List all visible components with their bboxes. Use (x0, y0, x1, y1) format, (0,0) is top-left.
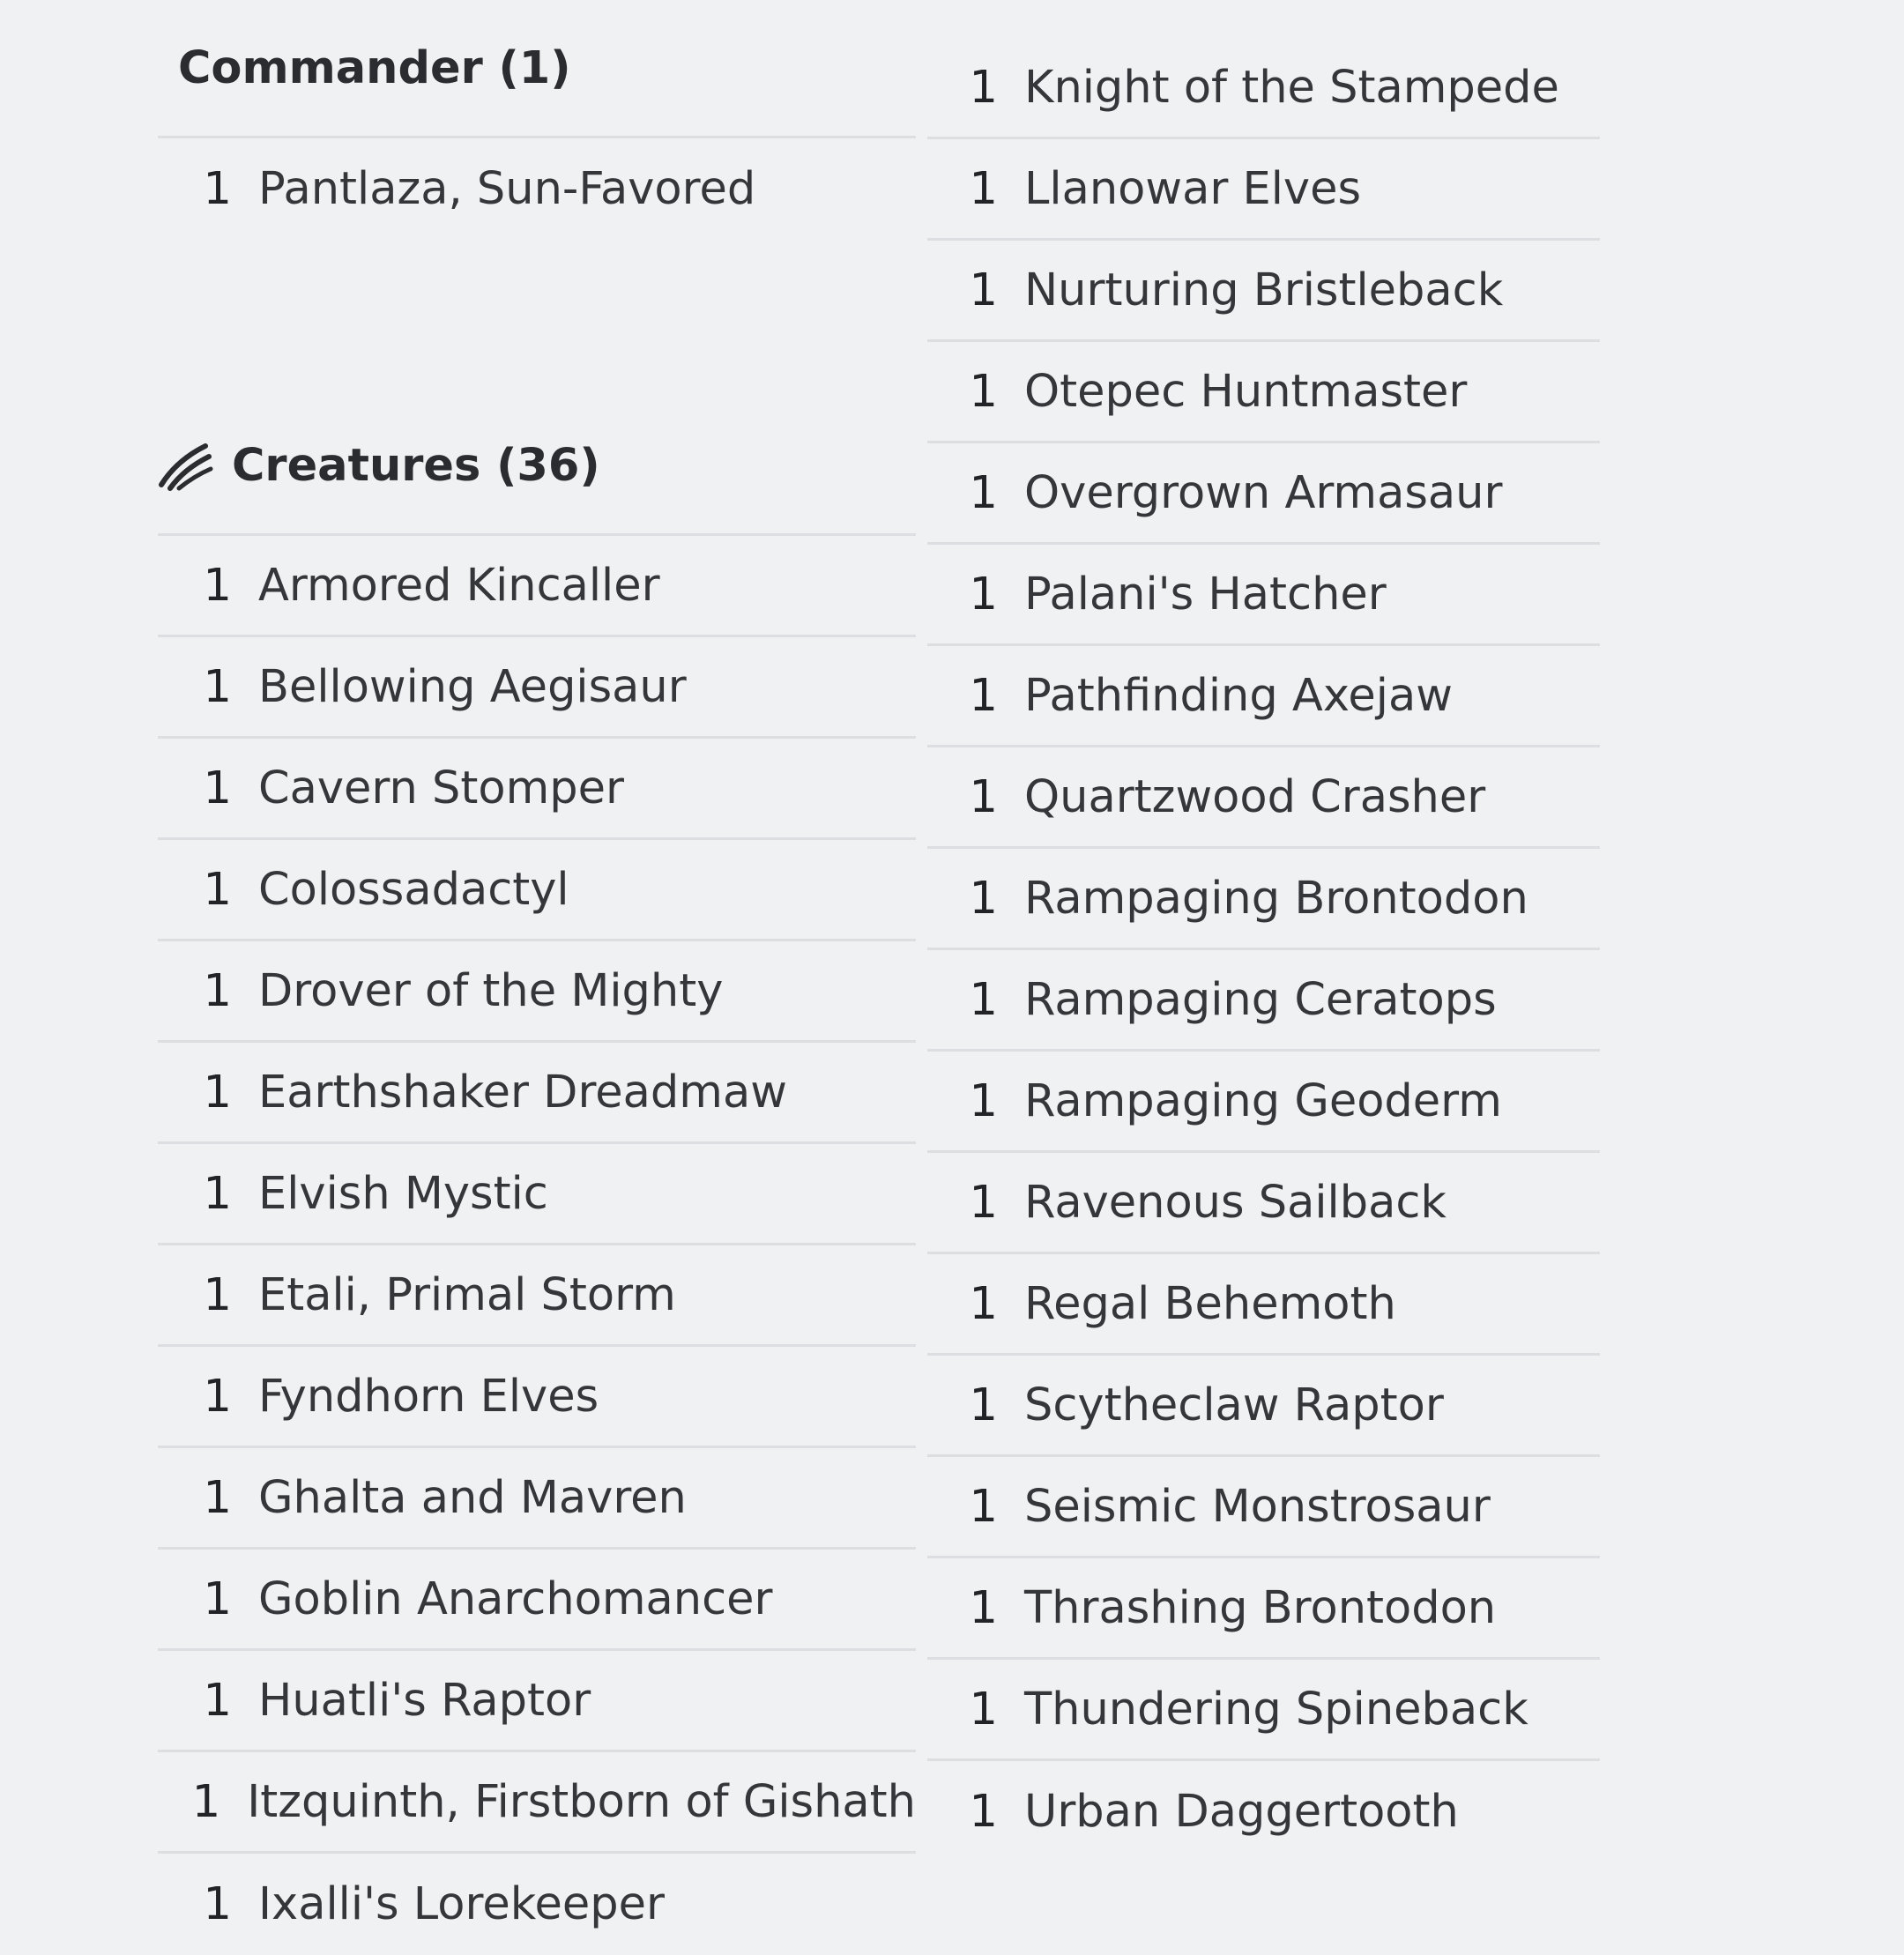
card-name[interactable]: Armored Kincaller (258, 559, 660, 612)
card-quantity: 1 (203, 964, 232, 1017)
card-row[interactable] (158, 1245, 916, 1347)
card-name[interactable]: Earthshaker Dreadmaw (258, 1066, 787, 1119)
card-name[interactable]: Ixalli's Lorekeeper (258, 1878, 665, 1930)
card-row[interactable] (927, 139, 1600, 241)
creatures-section-title: Creatures (36) (232, 439, 600, 492)
card-quantity: 1 (969, 1176, 998, 1229)
card-row[interactable] (927, 443, 1600, 545)
card-row[interactable] (927, 1457, 1600, 1558)
card-quantity: 1 (969, 1683, 998, 1736)
card-quantity: 1 (969, 1581, 998, 1634)
column-top-offset (927, 0, 1600, 38)
card-row[interactable] (158, 739, 916, 840)
card-name[interactable]: Regal Behemoth (1024, 1277, 1396, 1330)
card-name[interactable]: Ravenous Sailback (1024, 1176, 1447, 1229)
card-quantity: 1 (203, 1572, 232, 1625)
card-row[interactable] (158, 1448, 916, 1550)
card-quantity: 1 (969, 264, 998, 316)
card-row[interactable] (158, 840, 916, 941)
card-quantity: 1 (969, 872, 998, 925)
card-quantity: 1 (969, 162, 998, 215)
card-row[interactable] (158, 1550, 916, 1651)
card-row[interactable] (927, 646, 1600, 747)
card-quantity: 1 (203, 1471, 232, 1524)
card-name[interactable]: Cavern Stomper (258, 762, 624, 814)
card-row[interactable] (158, 1854, 916, 1955)
card-name[interactable]: Llanowar Elves (1024, 162, 1362, 215)
card-quantity: 1 (203, 1878, 232, 1930)
card-quantity: 1 (203, 1066, 232, 1119)
card-name[interactable]: Etali, Primal Storm (258, 1268, 676, 1321)
card-row[interactable] (927, 241, 1600, 342)
claw-marks-icon (158, 441, 212, 490)
card-row[interactable] (927, 1761, 1600, 1862)
card-quantity: 1 (203, 1674, 232, 1727)
card-name[interactable]: Urban Daggertooth (1024, 1786, 1459, 1838)
card-name[interactable]: Quartzwood Crasher (1024, 770, 1486, 823)
card-name[interactable]: Thundering Spineback (1024, 1683, 1528, 1736)
card-quantity: 1 (969, 1379, 998, 1431)
card-name[interactable]: Huatli's Raptor (258, 1674, 591, 1727)
card-quantity: 1 (969, 1786, 998, 1838)
card-row[interactable] (927, 950, 1600, 1052)
card-name[interactable]: Rampaging Geoderm (1024, 1074, 1502, 1127)
card-quantity: 1 (203, 1167, 232, 1220)
card-quantity: 1 (969, 1074, 998, 1127)
card-name[interactable]: Otepec Huntmaster (1024, 365, 1468, 418)
decklist-column-left (158, 0, 916, 1955)
card-name[interactable]: Thrashing Brontodon (1024, 1581, 1497, 1634)
card-name[interactable]: Ghalta and Mavren (258, 1471, 687, 1524)
card-name[interactable]: Elvish Mystic (258, 1167, 548, 1220)
card-name[interactable]: Rampaging Ceratops (1024, 973, 1497, 1026)
creatures-section-header (158, 398, 916, 536)
card-quantity: 1 (969, 770, 998, 823)
card-row[interactable] (927, 1356, 1600, 1457)
card-name[interactable]: Scytheclaw Raptor (1024, 1379, 1444, 1431)
card-row[interactable] (158, 1347, 916, 1448)
card-quantity: 1 (203, 660, 232, 713)
decklist-column-right (927, 0, 1600, 1862)
card-quantity: 1 (969, 568, 998, 621)
card-name[interactable]: Bellowing Aegisaur (258, 660, 687, 713)
card-row[interactable] (927, 342, 1600, 443)
card-row[interactable] (158, 1043, 916, 1144)
card-quantity: 1 (191, 1775, 221, 1828)
section-spacer (158, 240, 916, 398)
card-name[interactable]: Itzquinth, Firstborn of Gishath (247, 1775, 916, 1828)
card-name[interactable]: Pathfinding Axejaw (1024, 669, 1453, 722)
card-name[interactable]: Fyndhorn Elves (258, 1370, 599, 1423)
card-quantity: 1 (969, 669, 998, 722)
card-quantity: 1 (969, 973, 998, 1026)
card-name[interactable]: Goblin Anarchomancer (258, 1572, 773, 1625)
card-quantity: 1 (203, 762, 232, 814)
card-row[interactable] (158, 1651, 916, 1752)
card-quantity: 1 (203, 163, 232, 215)
card-name[interactable]: Palani's Hatcher (1024, 568, 1387, 621)
card-quantity: 1 (203, 559, 232, 612)
card-name[interactable]: Seismic Monstrosaur (1024, 1480, 1491, 1533)
card-name[interactable]: Rampaging Brontodon (1024, 872, 1528, 925)
card-row[interactable] (927, 849, 1600, 950)
commander-list (158, 138, 916, 240)
card-quantity: 1 (969, 365, 998, 418)
card-row[interactable] (158, 1144, 916, 1245)
creatures-list-right (927, 38, 1600, 1862)
commander-section-title: Commander (1) (178, 41, 571, 94)
card-quantity: 1 (203, 863, 232, 916)
card-row[interactable] (927, 1052, 1600, 1153)
creatures-list-left (158, 536, 916, 1955)
card-row[interactable] (927, 38, 1600, 139)
card-name[interactable]: Nurturing Bristleback (1024, 264, 1504, 316)
card-quantity: 1 (969, 466, 998, 519)
commander-section-header (158, 0, 916, 138)
card-row[interactable] (158, 138, 916, 240)
card-name[interactable]: Pantlaza, Sun-Favored (258, 163, 756, 215)
card-row[interactable] (927, 747, 1600, 849)
card-name[interactable]: Drover of the Mighty (258, 964, 724, 1017)
card-name[interactable]: Colossadactyl (258, 863, 569, 916)
card-quantity: 1 (969, 1480, 998, 1533)
card-row[interactable] (158, 1752, 916, 1854)
card-row[interactable] (927, 545, 1600, 646)
card-quantity: 1 (203, 1268, 232, 1321)
card-quantity: 1 (203, 1370, 232, 1423)
card-quantity: 1 (969, 61, 998, 114)
card-name[interactable]: Knight of the Stampede (1024, 61, 1559, 114)
card-row[interactable] (927, 1660, 1600, 1761)
card-name[interactable]: Overgrown Armasaur (1024, 466, 1503, 519)
card-quantity: 1 (969, 1277, 998, 1330)
card-row[interactable] (927, 1254, 1600, 1356)
card-row[interactable] (927, 1153, 1600, 1254)
card-row[interactable] (158, 536, 916, 637)
card-row[interactable] (158, 941, 916, 1043)
card-row[interactable] (927, 1558, 1600, 1660)
card-row[interactable] (158, 637, 916, 739)
